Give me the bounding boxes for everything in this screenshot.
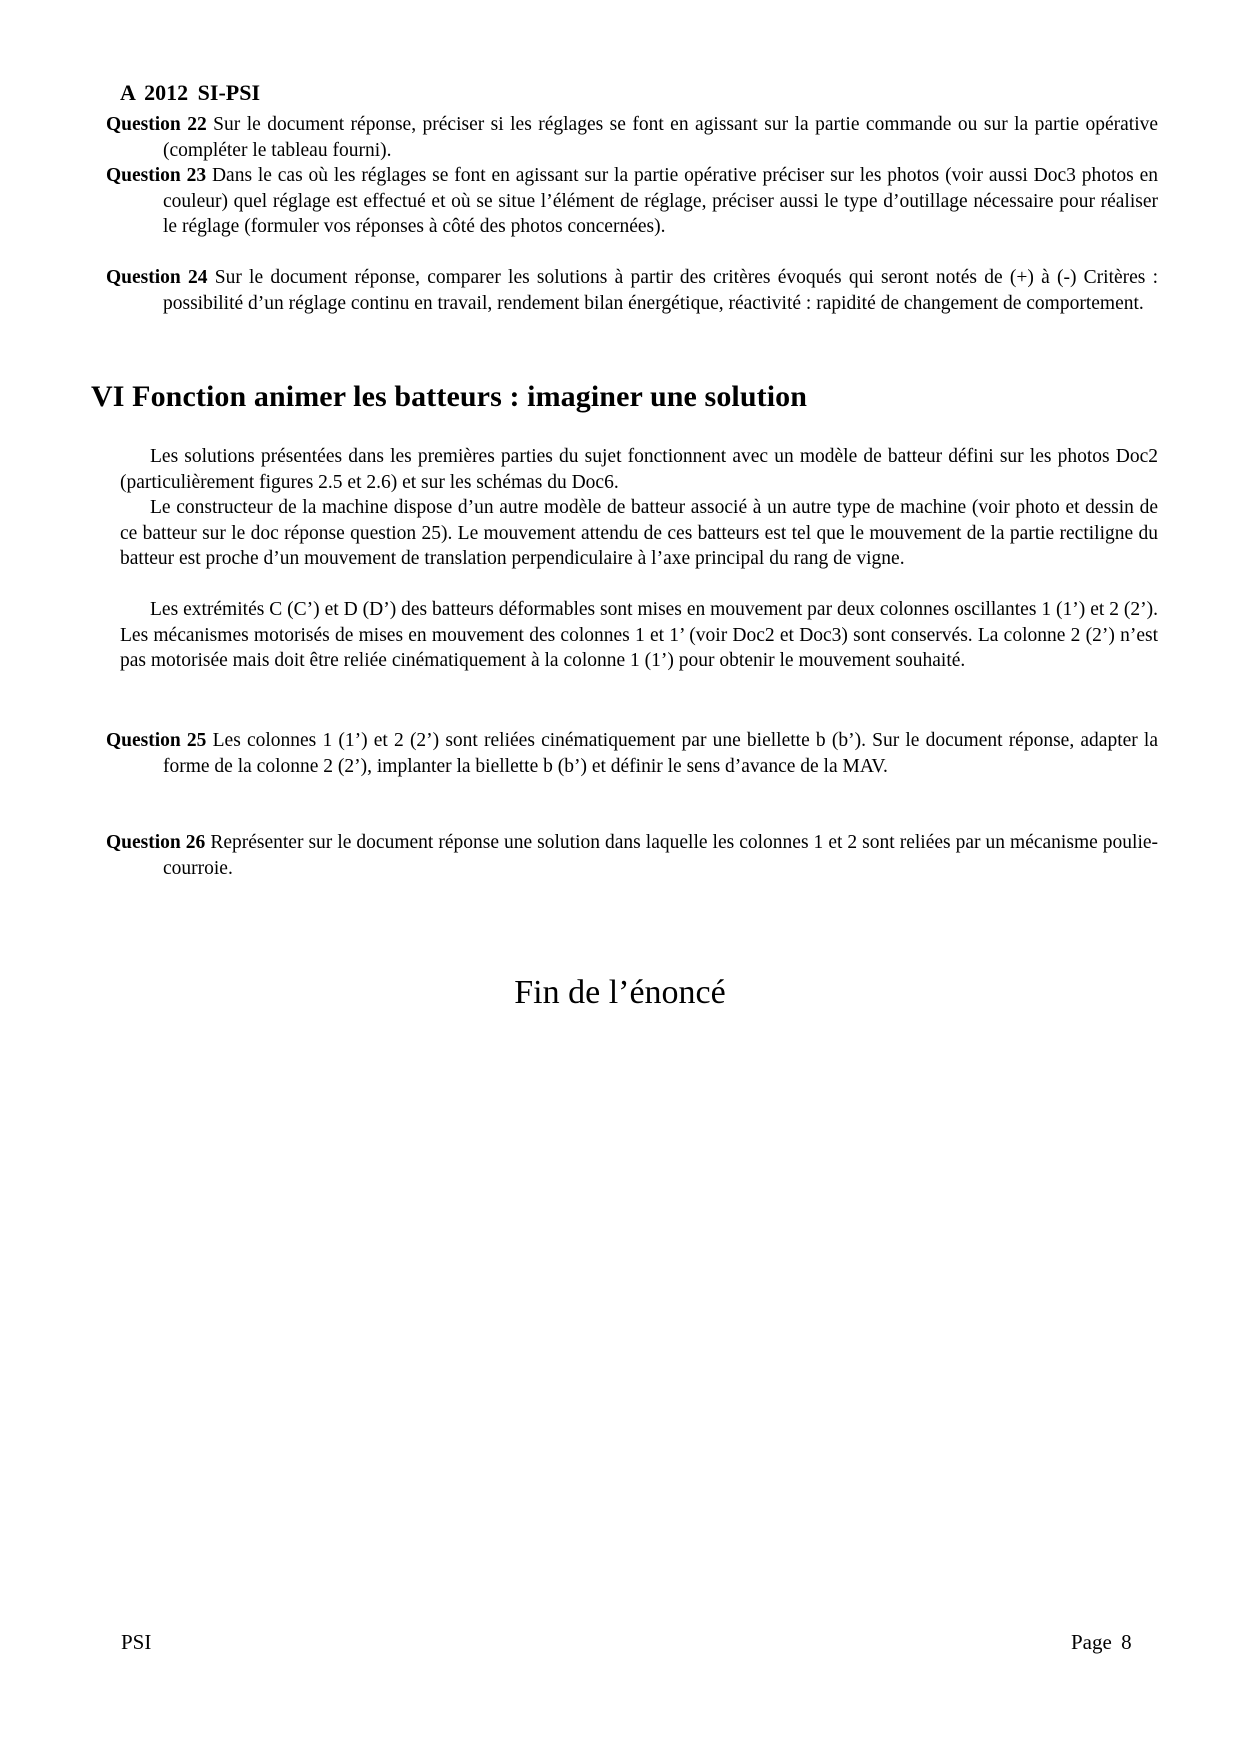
paragraph-1: Les solutions présentées dans les premières parties du sujet fonctionnent avec un modèle de batteur défini sur les photos Doc2 (particulièrement figures 2.5 et 2.6) et sur les schémas du Doc6. xyxy=(120,446,1158,493)
question-22 xyxy=(106,112,1158,163)
question-26 xyxy=(106,830,1158,881)
question-label: Question 26 xyxy=(106,832,206,853)
question-text: Sur le document réponse, comparer les solutions à partir des critères évoqués qui seront notés de (+) à (-) Critères : possibilité d’un réglage continu en travail, rendement bilan énergétique, réactivité : rapidité de changement de comportement. xyxy=(163,267,1159,314)
question-23 xyxy=(106,163,1158,240)
question-25 xyxy=(106,728,1158,779)
question-label: Question 25 xyxy=(106,730,207,751)
question-text: Sur le document réponse, préciser si les réglages se font en agissant sur la partie commande ou sur la partie opérative (compléter le tableau fourni). xyxy=(163,114,1159,161)
question-text: Les colonnes 1 (1’) et 2 (2’) sont reliées cinématiquement par une biellette b (b’). Sur le document réponse, adapter la forme de la colonne 2 (2’), implanter la biellette b (b’) et définir le sens d’avance de la MAV. xyxy=(163,730,1159,777)
section-title: VI Fonction animer les batteurs : imaginer une solution xyxy=(91,380,808,413)
page-number: Page 8 xyxy=(1071,1630,1132,1654)
paragraph-3: Les extrémités C (C’) et D (D’) des batteurs déformables sont mises en mouvement par deux colonnes oscillantes 1 (1’) et 2 (2’). Les mécanismes motorisés de mises en mouvement des colonnes 1 et 1’ (voir Doc2 et Doc3) sont conservés. La colonne 2 (2’) n’est pas motorisée mais doit être reliée cinématiquement à la colonne 1 (1’) pour obtenir le mouvement souhaité. xyxy=(120,599,1158,672)
question-label: Question 22 xyxy=(106,114,207,135)
question-text: Représenter sur le document réponse une solution dans laquelle les colonnes 1 et 2 sont reliées par un mécanisme poulie-courroie. xyxy=(163,832,1159,879)
question-label: Question 24 xyxy=(106,267,208,288)
exam-code: A 2012 SI-PSI xyxy=(120,80,261,105)
end-title: Fin de l’énoncé xyxy=(514,974,726,1011)
footer-left: PSI xyxy=(121,1630,152,1654)
question-label: Question 23 xyxy=(106,165,207,186)
question-text: Dans le cas où les réglages se font en agissant sur la partie opérative préciser sur les photos (voir aussi Doc3 photos en couleur) quel réglage est effectué et où se situe l’élément de réglage, préciser aussi le type d’outillage nécessaire pour réaliser le réglage (formuler vos réponses à côté des photos concernées). xyxy=(163,165,1159,238)
paragraph-2: Le constructeur de la machine dispose d’un autre modèle de batteur associé à un autre type de machine (voir photo et dessin de ce batteur sur le doc réponse question 25). Le mouvement attendu de ces batteurs est tel que le mouvement de la partie rectiligne du batteur est proche d’un mouvement de translation perpendiculaire à l’axe principal du rang de vigne. xyxy=(120,497,1158,570)
question-24 xyxy=(106,265,1158,316)
